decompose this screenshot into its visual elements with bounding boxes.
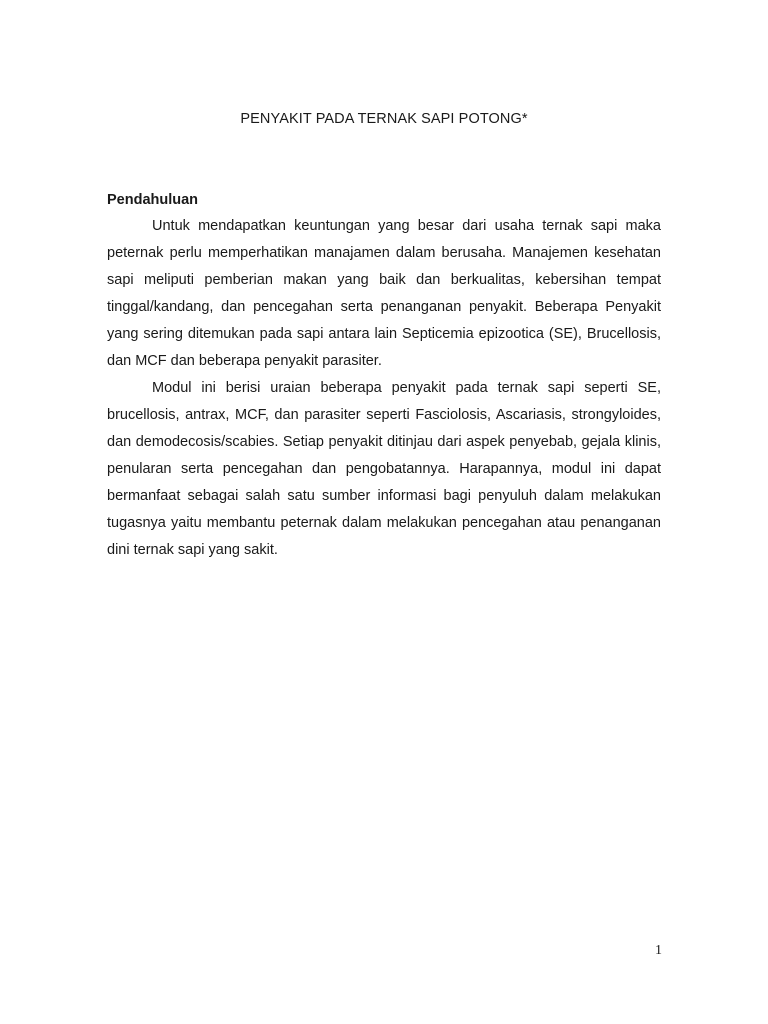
document-title: PENYAKIT PADA TERNAK SAPI POTONG*	[240, 111, 528, 127]
body-text	[107, 213, 661, 564]
paragraph: Modul ini berisi uraian beberapa penyakit pada ternak sapi seperti SE, brucellosis, antrax, MCF, dan parasiter seperti Fasciolosis, Ascariasis, strongyloides, dan demodecosis/scabies. Setiap penyakit ditinjau dari aspek penyebab, gejala klinis, penularan serta pencegahan dan pengobatannya. Harapannya, modul ini dapat bermanfaat sebagai salah satu sumber informasi bagi penyuluh dalam melakukan tugasnya yaitu membantu peternak dalam melakukan pencegahan atau penanganan dini ternak sapi yang sakit.	[107, 380, 661, 558]
section-heading: Pendahuluan	[107, 192, 199, 208]
page-number: 1	[655, 943, 662, 958]
paragraph: Untuk mendapatkan keuntungan yang besar dari usaha ternak sapi maka peternak perlu memperhatikan manajamen dalam berusaha. Manajemen kesehatan sapi meliputi pemberian makan yang baik dan berkualitas, kebersihan tempat tinggal/kandang, dan pencegahan serta penanganan penyakit. Beberapa Penyakit yang sering ditemukan pada sapi antara lain Septicemia epizootica (SE), Brucellosis, dan MCF dan beberapa penyakit parasiter.	[107, 218, 661, 369]
